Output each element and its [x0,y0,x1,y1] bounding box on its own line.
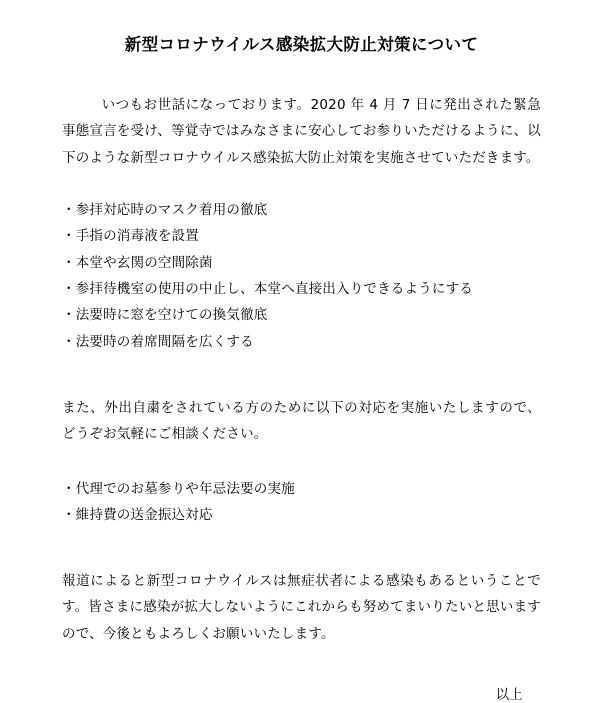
list-item: ・手指の消毒液を設置 [62,228,199,245]
measures-list [62,197,541,355]
intro-paragraph: いつもお世話になっております。2020 年 4 月 7 日に発出された緊急事態宣言を受け、等覚寺ではみなさまに安心してお参りいただけるように、以下のような新型コロナウイルス感染拡大防止対策を実施させていただきます。 [62,97,541,166]
list-item: ・法要時に窓を空けての換気徹底 [62,307,268,324]
page-title: 新型コロナウイルス感染拡大防止対策について [124,35,479,54]
list-item: ・本堂や玄関の空間除菌 [62,254,213,271]
list-item: ・参拝待機室の使用の中止し、本堂へ直接出入りできるようにする [62,280,473,297]
closing-paragraph: 報道によると新型コロナウイルスは無症状者による感染もあるということです。皆さまに感染が拡大しないようにこれからも努めてまいりたいと思いますので、今後ともよろしくお願いいたします。 [62,573,541,642]
list-item: ・維持費の送金振込対応 [62,506,213,523]
signoff-text: 以上 [495,687,523,703]
second-paragraph: また、外出自粛をされている方のために以下の対応を実施いたしますので、どうぞお気軽にご相談ください。 [62,399,541,443]
list-item: ・代理でのお墓参りや年忌法要の実施 [62,480,295,497]
list-item: ・法要時の着席間隔を広くする [62,333,254,350]
services-list [62,476,541,529]
list-item: ・参拝対応時のマスク着用の徹底 [62,202,268,219]
